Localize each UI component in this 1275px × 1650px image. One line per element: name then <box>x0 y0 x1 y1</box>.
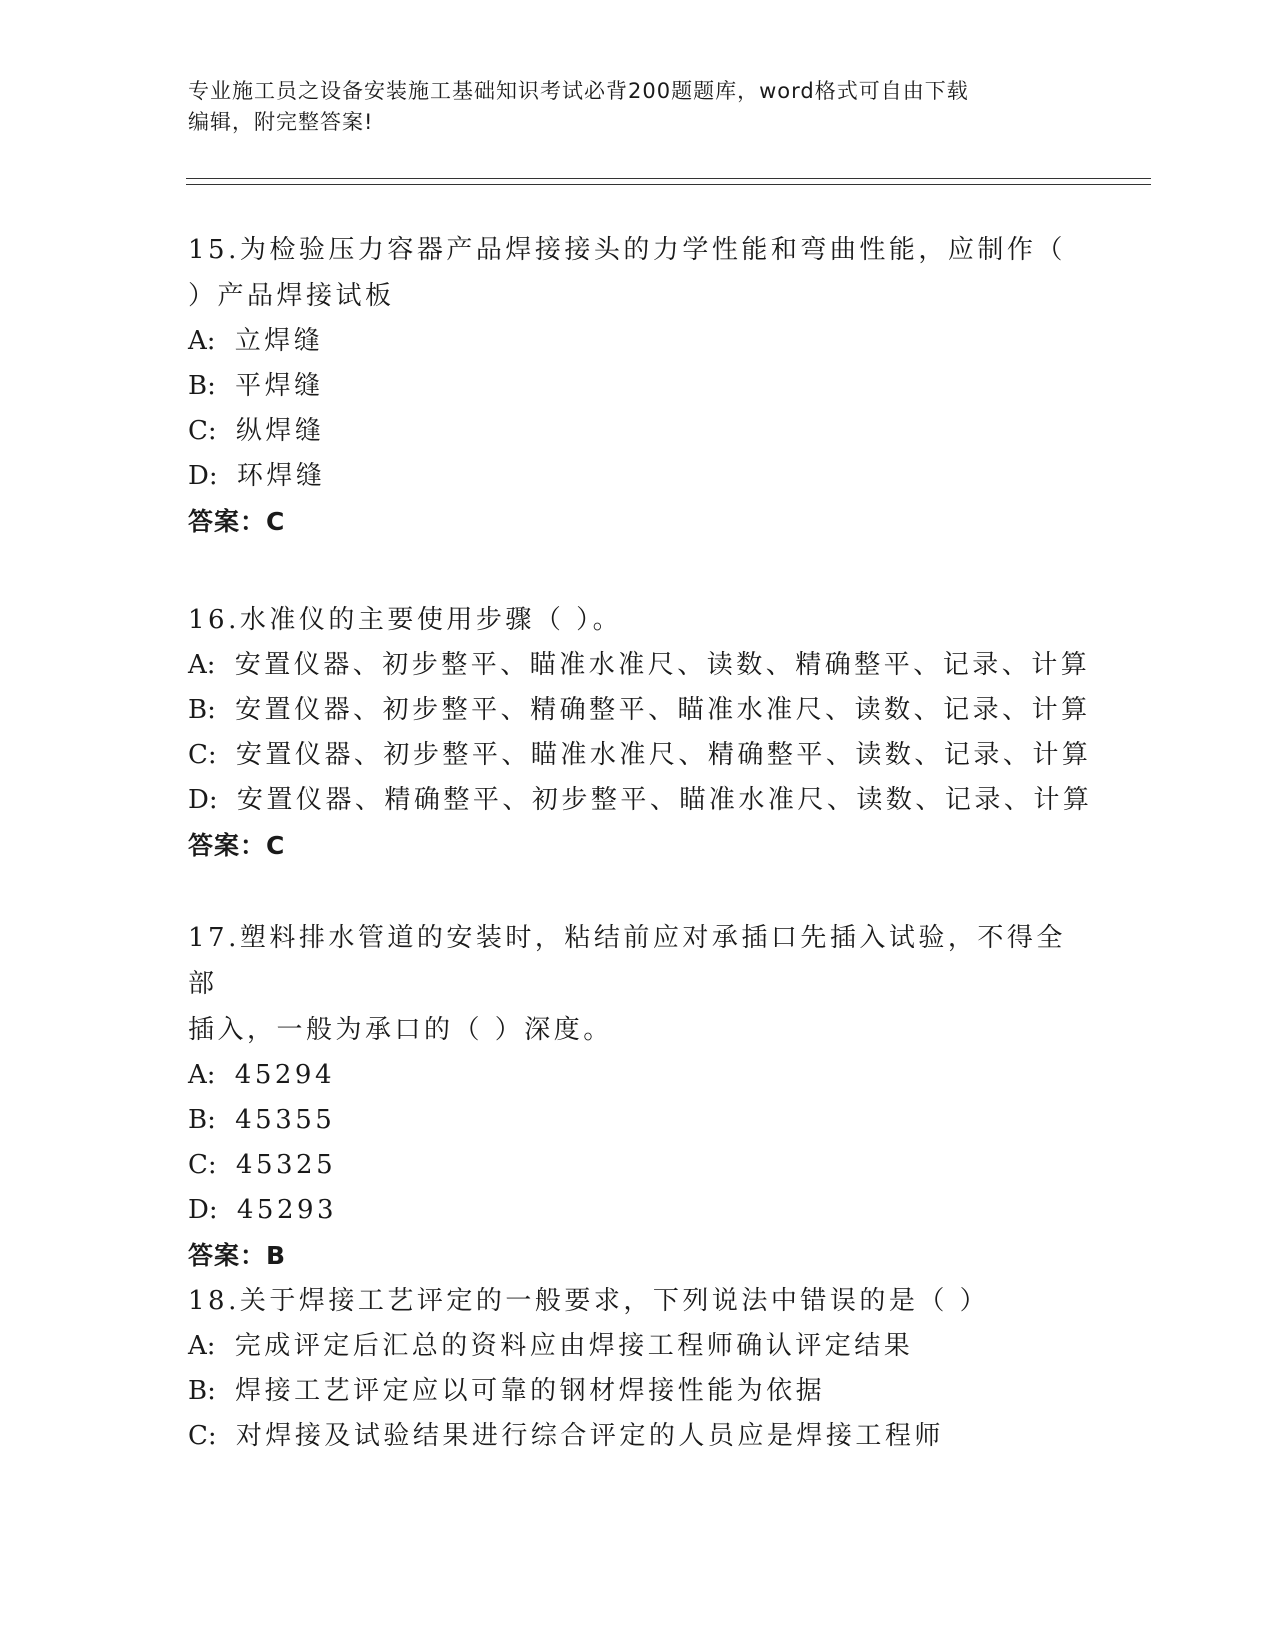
option-text: 45325 <box>235 1150 337 1180</box>
option-separator: : <box>207 1376 216 1406</box>
question-stem-line-1: 16.水准仪的主要使用步骤（ ）。 <box>188 605 623 635</box>
option-b <box>188 364 1088 409</box>
answer: 答案：C <box>188 507 286 536</box>
option-text: 安置仪器、初步整平、瞄准水准尺、读数、精确整平、记录、计算 <box>234 650 1091 680</box>
option-separator: : <box>206 1060 216 1090</box>
option-a <box>188 1324 1088 1369</box>
option-letter: A <box>188 1060 207 1090</box>
question-stem-line-1: 15.为检验压力容器产品焊接接头的力学性能和弯曲性能，应制作（ <box>188 235 1066 265</box>
option-letter: A <box>188 1331 207 1361</box>
option-text: 安置仪器、初步整平、精确整平、瞄准水准尺、读数、记录、计算 <box>235 695 1091 725</box>
option-letter: D <box>188 785 209 815</box>
option-text: 安置仪器、初步整平、瞄准水准尺、精确整平、读数、记录、计算 <box>235 740 1092 770</box>
option-separator: : <box>206 650 216 680</box>
option-b <box>188 1369 1088 1414</box>
option-separator: : <box>207 1105 216 1135</box>
question-15 <box>188 227 1088 545</box>
option-letter: C <box>188 416 208 446</box>
option-d <box>188 778 1093 823</box>
option-separator: : <box>207 371 216 401</box>
option-text: 纵焊缝 <box>235 416 325 446</box>
option-c <box>188 733 1092 778</box>
option-separator: : <box>207 1421 217 1451</box>
option-letter: A <box>188 326 207 356</box>
document-header <box>188 76 1088 138</box>
option-d <box>188 454 1088 499</box>
header-title-line-1: 专业施工员之设备安装施工基础知识考试必背200题题库，word格式可自由下载 <box>188 79 969 103</box>
option-text: 焊接工艺评定应以可靠的钢材焊接性能为依据 <box>235 1376 826 1406</box>
question-stem-line-1: 18.关于焊接工艺评定的一般要求，下列说法中错误的是（ ） <box>188 1286 990 1316</box>
question-18 <box>188 1278 1088 1459</box>
option-separator: : <box>206 326 216 356</box>
option-b <box>188 1098 1088 1143</box>
answer: 答案：B <box>188 1241 287 1270</box>
answer: 答案：C <box>188 831 286 860</box>
question-16 <box>188 597 1093 869</box>
option-letter: C <box>188 740 208 770</box>
option-letter: B <box>188 1105 208 1135</box>
option-separator: : <box>207 740 217 770</box>
option-text: 45355 <box>235 1105 336 1135</box>
option-text: 环焊缝 <box>236 461 326 491</box>
option-b <box>188 688 1091 733</box>
header-double-rule <box>186 178 1151 185</box>
option-separator: : <box>208 785 218 815</box>
question-stem-line-2: 插入，一般为承口的（ ）深度。 <box>188 1015 613 1045</box>
question-stem-line-2: ）产品焊接试板 <box>188 281 395 311</box>
option-text: 平焊缝 <box>235 371 324 401</box>
question-17 <box>188 915 1088 1279</box>
option-c <box>188 1143 1088 1188</box>
option-letter: B <box>188 695 208 725</box>
option-separator: : <box>207 1150 217 1180</box>
option-a <box>188 643 1091 688</box>
option-separator: : <box>208 461 218 491</box>
question-stem-line-1: 17.塑料排水管道的安装时，粘结前应对承插口先插入试验，不得全部 <box>188 923 1066 999</box>
option-text: 立焊缝 <box>234 326 324 356</box>
option-separator: : <box>208 1195 218 1225</box>
option-letter: D <box>188 461 209 491</box>
option-letter: D <box>188 1195 209 1225</box>
option-separator: : <box>206 1331 216 1361</box>
option-text: 45293 <box>236 1195 338 1225</box>
option-c <box>188 409 1088 454</box>
option-letter: A <box>188 650 207 680</box>
option-text: 45294 <box>234 1060 335 1090</box>
option-d <box>188 1188 1088 1233</box>
option-letter: C <box>188 1421 208 1451</box>
header-title-line-2: 编辑，附完整答案! <box>188 110 374 134</box>
option-a <box>188 319 1088 364</box>
option-a <box>188 1053 1088 1098</box>
option-letter: B <box>188 371 208 401</box>
option-letter: B <box>188 1376 208 1406</box>
option-separator: : <box>207 416 217 446</box>
option-text: 完成评定后汇总的资料应由焊接工程师确认评定结果 <box>234 1331 914 1361</box>
option-text: 安置仪器、精确整平、初步整平、瞄准水准尺、读数、记录、计算 <box>236 785 1093 815</box>
option-separator: : <box>207 695 216 725</box>
option-letter: C <box>188 1150 208 1180</box>
option-c <box>188 1414 1088 1459</box>
option-text: 对焊接及试验结果进行综合评定的人员应是焊接工程师 <box>235 1421 944 1451</box>
